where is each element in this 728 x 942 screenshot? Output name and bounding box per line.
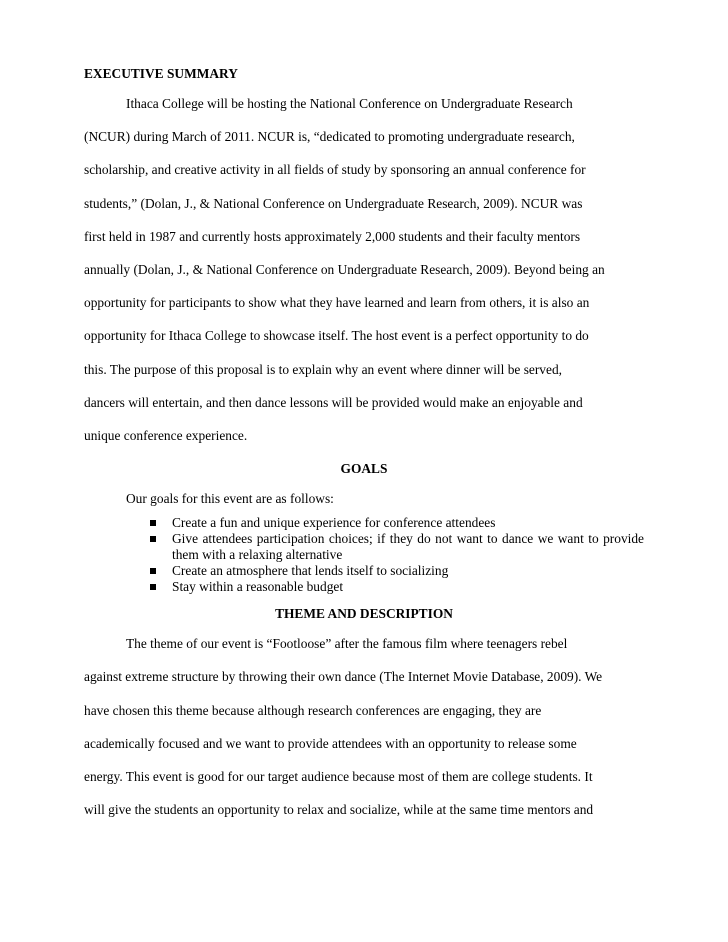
paragraph-line: scholarship, and creative activity in all fields of study by sponsoring an annual conference for bbox=[84, 162, 586, 178]
goals-heading: GOALS bbox=[340, 461, 388, 477]
theme-heading: THEME AND DESCRIPTION bbox=[275, 606, 453, 622]
paragraph-line: this. The purpose of this proposal is to explain why an event where dinner will be served, bbox=[84, 361, 562, 377]
paragraph-line: opportunity for participants to show what they have learned and learn from others, it is also an bbox=[84, 295, 590, 311]
list-item bbox=[150, 515, 644, 531]
paragraph-line: first held in 1987 and currently hosts approximately 2,000 students and their faculty mentors bbox=[84, 228, 581, 244]
list-item-text: Stay within a reasonable budget bbox=[172, 579, 344, 595]
theme-paragraph bbox=[84, 627, 644, 826]
list-item-text: Create a fun and unique experience for conference attendees bbox=[172, 515, 496, 531]
document-body bbox=[84, 61, 644, 826]
paragraph-line: academically focused and we want to provide attendees with an opportunity to release some bbox=[84, 735, 577, 751]
paragraph-line: against extreme structure by throwing their own dance (The Internet Movie Database, 2009). We bbox=[84, 669, 603, 685]
goals-list bbox=[84, 515, 644, 595]
list-item bbox=[150, 531, 644, 563]
list-item-text: Create an atmosphere that lends itself to socializing bbox=[172, 563, 449, 579]
executive-summary-heading: EXECUTIVE SUMMARY bbox=[84, 66, 238, 81]
paragraph-line: (NCUR) during March of 2011. NCUR is, “dedicated to promoting undergraduate research, bbox=[84, 129, 575, 145]
list-item bbox=[150, 563, 644, 579]
goals-intro: Our goals for this event are as follows: bbox=[126, 491, 334, 507]
paragraph-line: dancers will entertain, and then dance lessons will be provided would make an enjoyable and bbox=[84, 394, 583, 410]
square-bullet-icon bbox=[150, 520, 156, 526]
square-bullet-icon bbox=[150, 536, 156, 542]
paragraph-line: unique conference experience. bbox=[84, 428, 248, 444]
executive-summary-section bbox=[84, 61, 644, 452]
paragraph-line: students,” (Dolan, J., & National Conference on Undergraduate Research, 2009). NCUR was bbox=[84, 195, 583, 211]
square-bullet-icon bbox=[150, 568, 156, 574]
goals-section bbox=[84, 456, 644, 595]
paragraph-line: have chosen this theme because although research conferences are engaging, they are bbox=[84, 702, 542, 718]
paragraph-line: annually (Dolan, J., & National Conference on Undergraduate Research, 2009). Beyond being an bbox=[84, 262, 605, 278]
paragraph-line: will give the students an opportunity to relax and socialize, while at the same time mentors and bbox=[84, 802, 594, 818]
theme-section bbox=[84, 601, 644, 826]
paragraph-line: energy. This event is good for our target audience because most of them are college students. It bbox=[84, 769, 593, 785]
square-bullet-icon bbox=[150, 584, 156, 590]
list-item-text: Give attendees participation choices; if they do not want to dance we want to provide them with a relaxing alternative bbox=[172, 531, 644, 563]
list-item bbox=[150, 579, 644, 595]
paragraph-line: opportunity for Ithaca College to showcase itself. The host event is a perfect opportunity to do bbox=[84, 328, 589, 344]
executive-summary-paragraph bbox=[84, 87, 644, 452]
paragraph-line: The theme of our event is “Footloose” after the famous film where teenagers rebel bbox=[126, 636, 568, 652]
paragraph-line: Ithaca College will be hosting the National Conference on Undergraduate Research bbox=[126, 96, 573, 111]
